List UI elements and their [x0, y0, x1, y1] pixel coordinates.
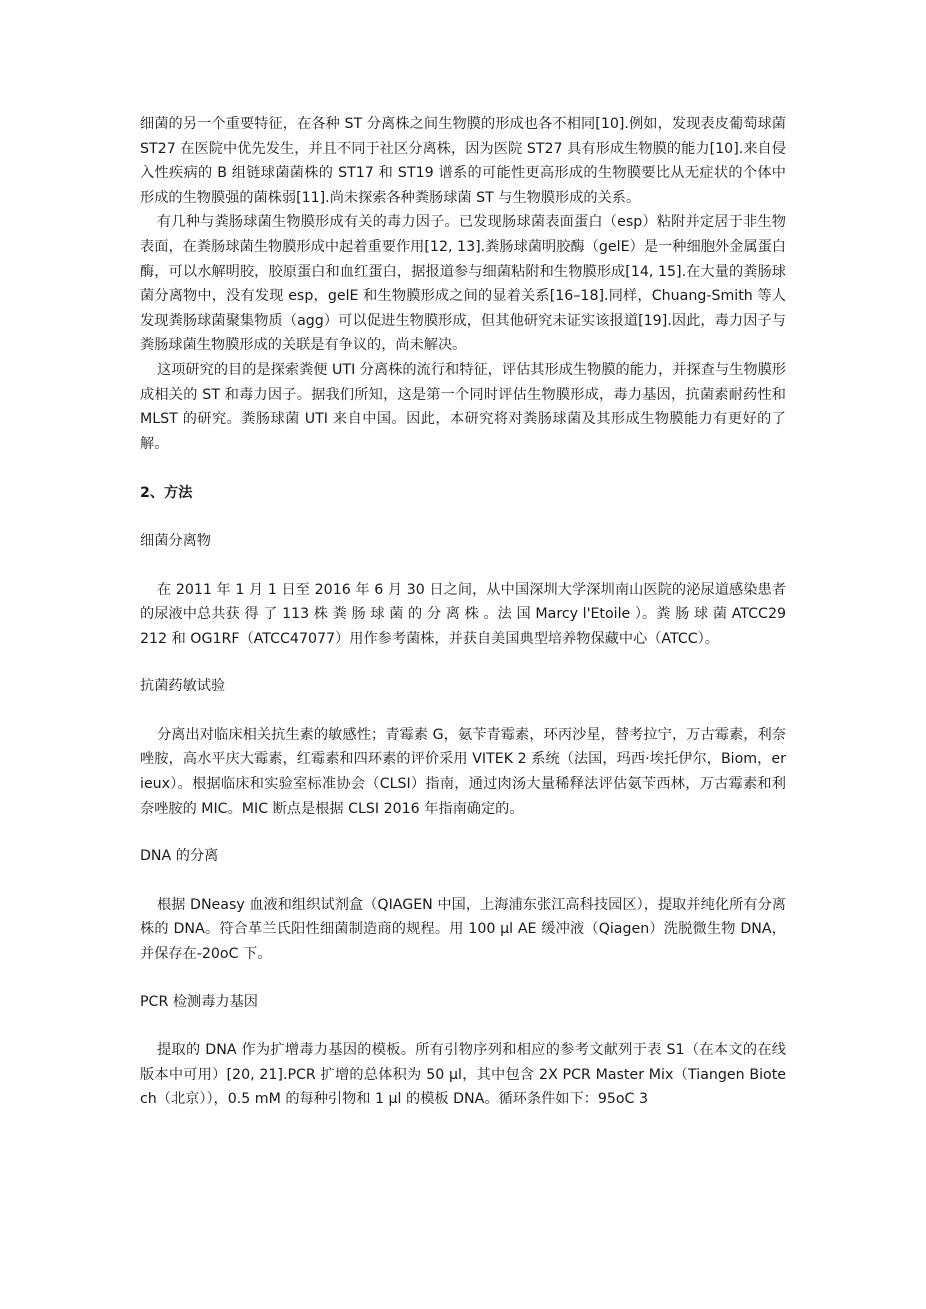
- subsection-title-dna: DNA 的分离: [140, 848, 219, 865]
- paragraph-pcr: 提取的 DNA 作为扩增毒力基因的模板。所有引物序列和相应的参考文献列于表 S1（在本文的在线版本中可用）[20, 21].PCR 扩增的总体积为 50 μl，其中包含 2X PCR Master Mix（Tiangen Biotech（北京）），0.5 mM 的每种引物和 1 μl 的模板 DNA。循环条件如下：95oC 3: [140, 1042, 786, 1108]
- paragraph-st-biofilm: 细菌的另一个重要特征，在各种 ST 分离株之间生物膜的形成也各不相同[10].例如，发现表皮葡萄球菌 ST27 在医院中优先发生，并且不同于社区分离株，因为医院 ST27 具有形成生物膜的能力[10].来自侵入性疾病的 B 组链球菌菌株的 ST17 和 ST19 谱系的可能性更高形成的生物膜要比从无症状的个体中形成的生物膜强的菌株弱[11].尚未探索各种粪肠球菌 ST 与生物膜形成的关系。: [140, 116, 786, 206]
- subsection-title-pcr: PCR 检测毒力基因: [140, 993, 258, 1010]
- paragraph-study-aim: 这项研究的目的是探索粪便 UTI 分离株的流行和特征，评估其形成生物膜的能力，并探查与生物膜形成相关的 ST 和毒力因子。据我们所知，这是第一个同时评估生物膜形成，毒力基因，抗菌素耐药性和 MLST 的研究。粪肠球菌 UTI 来自中国。因此，本研究将对粪肠球菌及其形成生物膜能力有更好的了解。: [140, 361, 786, 452]
- subsection-title-isolates: 细菌分离物: [140, 532, 211, 549]
- paragraph-susceptibility: 分离出对临床相关抗生素的敏感性；青霉素 G，氨苄青霉素，环丙沙星，替考拉宁，万古霉素，利奈唑胺，高水平庆大霉素，红霉素和四环素的评价采用 VITEK 2 系统（法国，玛西·埃托伊尔，Biom，erieux）。根据临床和实验室标准协会（CLSI）指南，通过肉汤大量稀释法评估氨苄西林，万古霉素和利奈唑胺的 MIC。MIC 断点是根据 CLSI 2016 年指南确定的。: [140, 726, 786, 817]
- paragraph-isolates: 在 2011 年 1 月 1 日至 2016 年 6 月 30 日之间，从中国深圳大学深圳南山医院的泌尿道感染患者的尿液中总共获 得 了 113 株 粪 肠 球 菌 的 分 离 株 。法 国 Marcy l'Etoile ）。粪 肠 球 菌 ATCC29212 和 OG1RF（ATCC47077）用作参考菌株，并获自美国典型培养物保藏中心（ATCC）。: [140, 581, 786, 647]
- document-page: [140, 112, 786, 1112]
- section-title-methods: 2、方法: [140, 485, 193, 502]
- paragraph-dna: 根据 DNeasy 血液和组织试剂盒（QIAGEN 中国，上海浦东张江高科技园区），提取并纯化所有分离株的 DNA。符合革兰氏阳性细菌制造商的规程。用 100 μl AE 缓冲液（Qiagen）洗脱微生物 DNA，并保存在-20oC 下。: [140, 896, 786, 963]
- paragraph-virulence-factors: 有几种与粪肠球菌生物膜形成有关的毒力因子。已发现肠球菌表面蛋白（esp）粘附并定居于非生物表面，在粪肠球菌生物膜形成中起着重要作用[12, 13].粪肠球菌明胶酶（gelE）是一种细胞外金属蛋白酶，可以水解明胶，胶原蛋白和血红蛋白，据报道参与细菌粘附和生物膜形成[14, 15].在大量的粪肠球菌分离物中，没有发现 esp，gelE 和生物膜形成之间的显着关系[16–18].同样，Chuang-Smith 等人发现粪肠球菌聚集物质（agg）可以促进生物膜形成，但其他研究未证实该报道[19].因此，毒力因子与粪肠球菌生物膜形成的关联是有争议的，尚未解决。: [140, 214, 786, 354]
- subsection-title-susceptibility: 抗菌药敏试验: [140, 678, 226, 695]
